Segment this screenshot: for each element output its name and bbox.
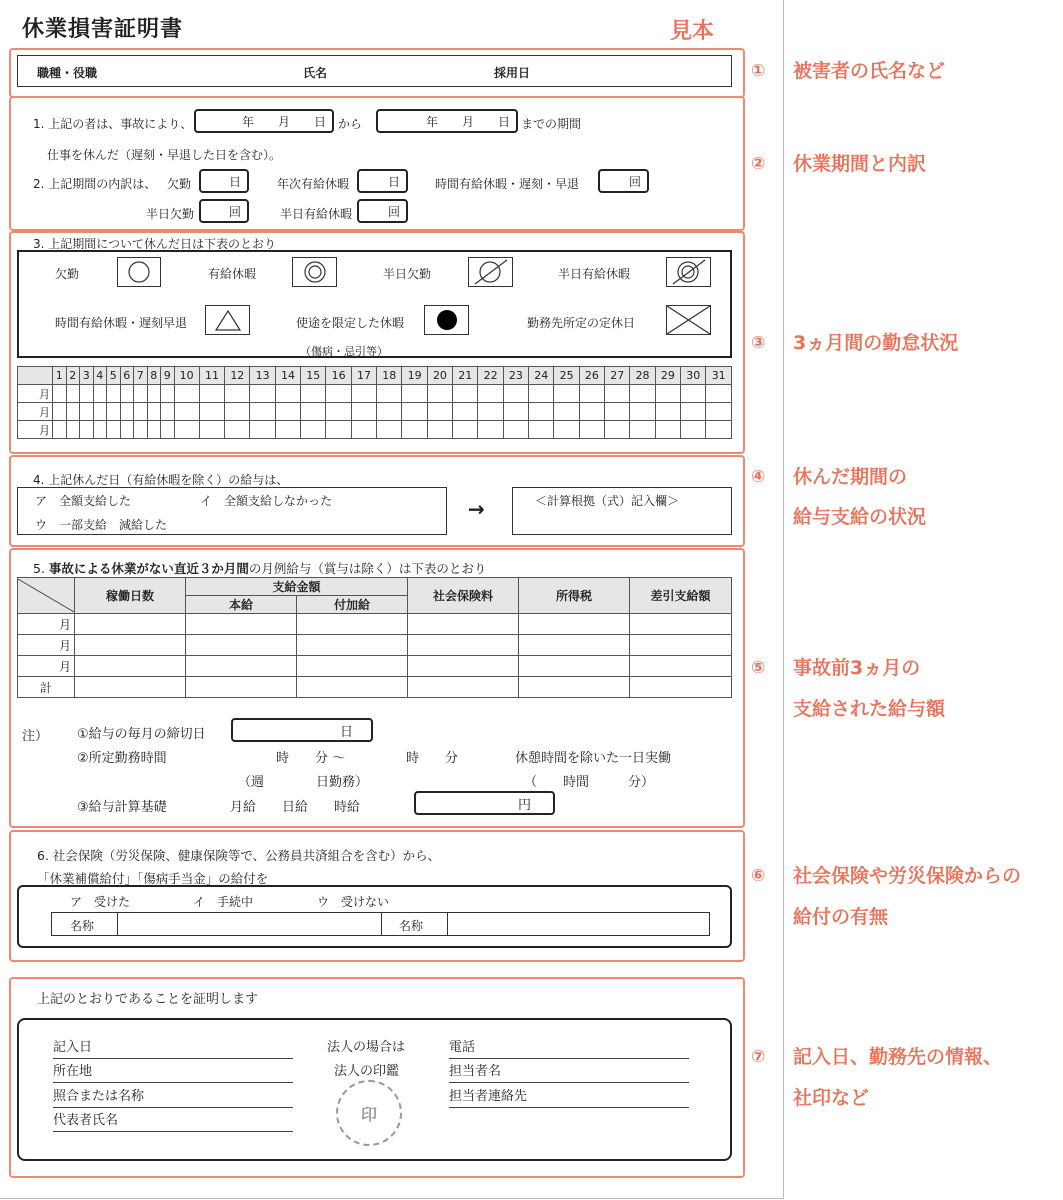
pay-cell[interactable] xyxy=(297,614,408,635)
day-cell[interactable] xyxy=(681,385,706,403)
col-work-days: 稼働日数 xyxy=(75,578,186,614)
day-cell[interactable] xyxy=(554,421,579,439)
day-cell[interactable] xyxy=(351,385,376,403)
day-cell[interactable] xyxy=(503,421,528,439)
pay-cell[interactable] xyxy=(408,656,519,677)
day-header-cell: 5 xyxy=(107,367,121,385)
sample-stamp: 見本 xyxy=(670,19,715,44)
legend-restricted-label: 使途を限定した休暇 xyxy=(296,316,405,330)
pay-cell[interactable] xyxy=(630,656,732,677)
pay-cell[interactable] xyxy=(519,677,630,698)
annotation-2-number: ② xyxy=(751,154,766,174)
slashed-double-circle-symbol-icon xyxy=(666,257,711,287)
job-label: 職種・役職 xyxy=(37,66,98,80)
pay-cell[interactable] xyxy=(630,614,732,635)
day-cell[interactable] xyxy=(199,403,224,421)
calendar-row xyxy=(18,403,732,421)
pay-cell[interactable] xyxy=(186,656,297,677)
paid-leave-days-field[interactable]: 日 xyxy=(357,169,408,193)
annotation-7-line-2: 社印など xyxy=(793,1087,870,1109)
day-cell[interactable] xyxy=(326,385,351,403)
pay-cell[interactable] xyxy=(186,635,297,656)
pay-total-label: 計 xyxy=(18,677,75,698)
pay-month-label: 月 xyxy=(18,635,75,656)
absent-label: 欠勤 xyxy=(167,177,192,191)
work-hours-end: 時 分 xyxy=(406,751,459,766)
day-cell[interactable] xyxy=(134,421,148,439)
annotation-7-line-1: 記入日、勤務先の情報、 xyxy=(793,1046,1003,1068)
day-header-cell: 30 xyxy=(681,367,706,385)
pay-cell[interactable] xyxy=(408,614,519,635)
day-cell[interactable] xyxy=(161,403,175,421)
annotation-6-line-2: 給付の有無 xyxy=(793,906,889,928)
pay-cell[interactable] xyxy=(75,614,186,635)
annotation-6-number: ⑥ xyxy=(751,866,766,886)
day-cell[interactable] xyxy=(66,403,80,421)
day-cell[interactable] xyxy=(478,385,503,403)
day-header-cell: 11 xyxy=(199,367,224,385)
pay-table xyxy=(17,577,732,698)
day-header-cell: 18 xyxy=(377,367,402,385)
day-header-cell: 21 xyxy=(453,367,478,385)
annotation-4-line-2: 給与支給の状況 xyxy=(793,506,927,528)
end-date-field[interactable]: 年 月 日 xyxy=(376,109,518,133)
day-cell[interactable] xyxy=(630,421,655,439)
cutoff-label: ①給与の毎月の締切日 xyxy=(77,727,206,742)
day-cell[interactable] xyxy=(453,385,478,403)
slashed-circle-symbol-icon xyxy=(468,257,513,287)
col-extra-pay: 付加給 xyxy=(297,596,408,614)
attendance-calendar xyxy=(17,366,732,439)
certification-text: 上記のとおりであることを証明します xyxy=(37,992,259,1007)
pay-month-label: 月 xyxy=(18,656,75,677)
half-paid-count-field[interactable]: 回 xyxy=(357,199,408,223)
day-cell[interactable] xyxy=(402,403,427,421)
day-header-cell: 1 xyxy=(53,367,67,385)
document-title: 休業損害証明書 xyxy=(22,17,184,42)
annotation-5-line-1: 事故前3ヵ月の xyxy=(793,657,921,679)
day-cell[interactable] xyxy=(503,385,528,403)
day-cell[interactable] xyxy=(427,385,452,403)
day-cell[interactable] xyxy=(655,421,680,439)
cross-box-symbol-icon xyxy=(666,305,711,335)
day-header-cell: 15 xyxy=(301,367,326,385)
pay-cell[interactable] xyxy=(519,635,630,656)
absent-days-field[interactable]: 日 xyxy=(199,169,249,193)
day-header-cell: 13 xyxy=(250,367,275,385)
day-cell[interactable] xyxy=(706,385,732,403)
annotation-3-line-1: 3ヵ月間の勤怠状況 xyxy=(793,332,959,354)
annotation-1-line-1: 被害者の氏名など xyxy=(793,60,946,82)
section-1-row xyxy=(17,55,732,87)
seal-circle xyxy=(336,1080,402,1146)
day-cell[interactable] xyxy=(655,403,680,421)
day-header-cell: 7 xyxy=(134,367,148,385)
attendance-heading: 3. 上記期間について休んだ日は下表のとおり xyxy=(33,237,277,251)
note-label: 注） xyxy=(22,729,49,744)
day-cell[interactable] xyxy=(529,403,554,421)
circle-symbol-icon xyxy=(117,257,161,287)
phone-label: 電話 xyxy=(449,1036,689,1059)
day-cell[interactable] xyxy=(107,403,121,421)
day-cell[interactable] xyxy=(275,421,300,439)
day-header-cell: 14 xyxy=(275,367,300,385)
divider xyxy=(447,912,448,936)
insurance-name-label-1: 名称 xyxy=(70,919,95,933)
pay-header-row xyxy=(18,578,732,596)
day-cell[interactable] xyxy=(554,385,579,403)
day-cell[interactable] xyxy=(225,403,250,421)
day-cell[interactable] xyxy=(134,403,148,421)
day-header-cell: 24 xyxy=(529,367,554,385)
col-pay-amount: 支給金額 xyxy=(186,578,408,596)
day-cell[interactable] xyxy=(174,403,199,421)
company-name-label: 照合または名称 xyxy=(53,1085,293,1108)
day-header-cell: 4 xyxy=(93,367,107,385)
day-header-cell: 17 xyxy=(351,367,376,385)
day-cell[interactable] xyxy=(301,403,326,421)
pay-cell[interactable] xyxy=(519,614,630,635)
day-cell[interactable] xyxy=(275,385,300,403)
annotation-2-line-1: 休業期間と内訳 xyxy=(793,153,927,175)
calendar-corner xyxy=(18,367,53,385)
half-paid-label: 半日有給休暇 xyxy=(280,207,353,221)
day-cell[interactable] xyxy=(250,403,275,421)
triangle-symbol-icon xyxy=(205,305,250,335)
day-cell[interactable] xyxy=(579,403,604,421)
day-cell[interactable] xyxy=(478,421,503,439)
representative-label: 代表者氏名 xyxy=(53,1109,293,1132)
day-header-cell: 25 xyxy=(554,367,579,385)
contact-person-label: 担当者名 xyxy=(449,1060,689,1083)
day-header-cell: 10 xyxy=(174,367,199,385)
insurance-line-2: 「休業補償給付」「傷病手当金」の給付を xyxy=(37,871,269,886)
absence-note: 仕事を休んだ（遅刻・早退した日を含む）。 xyxy=(47,148,282,162)
day-cell[interactable] xyxy=(174,385,199,403)
insurance-name-label-2: 名称 xyxy=(399,919,424,933)
pay-cell[interactable] xyxy=(75,677,186,698)
day-cell[interactable] xyxy=(427,403,452,421)
day-cell[interactable] xyxy=(706,403,732,421)
day-cell[interactable] xyxy=(275,403,300,421)
day-cell[interactable] xyxy=(301,421,326,439)
day-cell[interactable] xyxy=(225,385,250,403)
annotation-5-number: ⑤ xyxy=(751,658,766,678)
salary-heading: 4. 上記休んだ日（有給休暇を除く）の給与は、 xyxy=(33,473,289,487)
pay-heading-bold: 事故による休業がない直近３か月間 xyxy=(48,561,249,576)
entry-date-label: 記入日 xyxy=(53,1036,293,1059)
day-header-cell: 29 xyxy=(655,367,680,385)
pay-cell[interactable] xyxy=(75,656,186,677)
legend-half-paid-label: 半日有給休暇 xyxy=(558,267,631,281)
annotation-6-line-1: 社会保険や労災保険からの xyxy=(793,865,1022,887)
day-cell[interactable] xyxy=(453,403,478,421)
filled-circle-symbol-icon xyxy=(424,305,469,335)
day-cell[interactable] xyxy=(427,421,452,439)
actual-work-label: 休憩時間を除いた一日実働 xyxy=(515,751,672,766)
divider xyxy=(381,912,382,936)
legend-hourly-label: 時間有給休暇・遅刻早退 xyxy=(55,316,188,330)
day-cell[interactable] xyxy=(681,403,706,421)
work-hours-start: 時 分 〜 xyxy=(276,751,346,766)
hourly-leave-count-field[interactable]: 回 xyxy=(598,169,649,193)
seal-char: 印 xyxy=(360,1104,377,1124)
pay-month-label: 月 xyxy=(18,614,75,635)
option-partial-paid[interactable]: ウ 一部支給 減給した xyxy=(35,518,168,532)
pay-cell[interactable] xyxy=(519,656,630,677)
day-cell[interactable] xyxy=(107,385,121,403)
day-header-cell: 26 xyxy=(579,367,604,385)
day-header-cell: 20 xyxy=(427,367,452,385)
insurance-option-received[interactable]: ア 受けた xyxy=(70,895,131,909)
day-cell[interactable] xyxy=(93,403,107,421)
month-label: 月 xyxy=(18,385,53,403)
day-header-cell: 16 xyxy=(326,367,351,385)
half-absent-count-field[interactable]: 回 xyxy=(199,199,249,223)
day-cell[interactable] xyxy=(605,421,630,439)
day-cell[interactable] xyxy=(706,421,732,439)
pay-basis-amount-field[interactable]: 円 xyxy=(414,791,555,815)
insurance-option-none[interactable]: ウ 受けない xyxy=(317,895,390,909)
day-cell[interactable] xyxy=(377,385,402,403)
col-income-tax: 所得税 xyxy=(519,578,630,614)
pay-cell[interactable] xyxy=(630,635,732,656)
day-cell[interactable] xyxy=(377,421,402,439)
day-cell[interactable] xyxy=(605,385,630,403)
address-label: 所在地 xyxy=(53,1060,293,1083)
day-cell[interactable] xyxy=(174,421,199,439)
pay-cell[interactable] xyxy=(186,677,297,698)
day-cell[interactable] xyxy=(554,403,579,421)
day-header-cell: 27 xyxy=(605,367,630,385)
day-cell[interactable] xyxy=(80,403,94,421)
from-label: から xyxy=(338,117,363,131)
col-net-pay: 差引支給額 xyxy=(630,578,732,614)
calendar-row xyxy=(18,385,732,403)
day-cell[interactable] xyxy=(93,385,107,403)
pay-cell[interactable] xyxy=(408,677,519,698)
hire-date-label: 採用日 xyxy=(494,66,531,80)
actual-hours-value: （ 時間 分） xyxy=(524,775,655,790)
day-cell[interactable] xyxy=(529,385,554,403)
day-header-cell: 23 xyxy=(503,367,528,385)
annotation-4-number: ④ xyxy=(751,467,766,487)
day-cell[interactable] xyxy=(161,385,175,403)
day-cell[interactable] xyxy=(147,385,161,403)
day-cell[interactable] xyxy=(681,421,706,439)
day-cell[interactable] xyxy=(605,403,630,421)
pay-basis-options[interactable]: 月給 日給 時給 xyxy=(230,800,361,815)
pay-total-row xyxy=(18,677,732,698)
hourly-leave-label: 時間有給休暇・遅刻・早退 xyxy=(435,177,580,191)
day-cell[interactable] xyxy=(134,385,148,403)
period-intro: 1. 上記の者は、事故により、 xyxy=(33,117,193,131)
col-base-pay: 本給 xyxy=(186,596,297,614)
legend-holiday-label: 勤務先所定の定休日 xyxy=(527,316,636,330)
day-cell[interactable] xyxy=(630,385,655,403)
contact-info-label: 担当者連絡先 xyxy=(449,1085,689,1108)
cutoff-day-field[interactable]: 日 xyxy=(231,718,373,742)
day-cell[interactable] xyxy=(655,385,680,403)
day-header-cell: 2 xyxy=(66,367,80,385)
day-cell[interactable] xyxy=(529,421,554,439)
day-cell[interactable] xyxy=(478,403,503,421)
pay-row xyxy=(18,656,732,677)
pay-cell[interactable] xyxy=(186,614,297,635)
day-cell[interactable] xyxy=(579,421,604,439)
pay-cell[interactable] xyxy=(630,677,732,698)
day-cell[interactable] xyxy=(326,403,351,421)
day-cell[interactable] xyxy=(66,385,80,403)
annotation-5-line-2: 支給された給与額 xyxy=(793,698,946,720)
day-header-cell: 19 xyxy=(402,367,427,385)
day-cell[interactable] xyxy=(199,385,224,403)
col-social-insurance: 社会保険料 xyxy=(408,578,519,614)
insurance-line-1: 6. 社会保険（労災保険、健康保険等で、公務員共済組合を含む）から、 xyxy=(37,848,441,863)
month-label: 月 xyxy=(18,403,53,421)
day-header-cell: 28 xyxy=(630,367,655,385)
day-header-cell: 22 xyxy=(478,367,503,385)
day-cell[interactable] xyxy=(250,385,275,403)
seal-caption-1: 法人の場合は xyxy=(327,1040,406,1055)
pay-cell[interactable] xyxy=(297,656,408,677)
day-cell[interactable] xyxy=(120,403,134,421)
day-cell[interactable] xyxy=(503,403,528,421)
arrow-icon: → xyxy=(468,497,485,521)
pay-basis-label: ③給与計算基礎 xyxy=(77,800,167,815)
day-cell[interactable] xyxy=(250,421,275,439)
day-cell[interactable] xyxy=(53,403,67,421)
option-full-paid[interactable]: ア 全額支給した xyxy=(35,494,132,508)
day-cell[interactable] xyxy=(301,385,326,403)
day-cell[interactable] xyxy=(579,385,604,403)
legend-half-label: 半日欠勤 xyxy=(383,267,432,281)
calc-basis-label: ＜計算根拠（式）記入欄＞ xyxy=(535,494,680,508)
calendar-row xyxy=(18,421,732,439)
day-cell[interactable] xyxy=(107,421,121,439)
day-header-cell: 31 xyxy=(706,367,732,385)
day-cell[interactable] xyxy=(351,421,376,439)
day-cell[interactable] xyxy=(377,403,402,421)
day-cell[interactable] xyxy=(147,403,161,421)
day-cell[interactable] xyxy=(80,385,94,403)
until-label: までの期間 xyxy=(521,117,582,131)
pay-row xyxy=(18,614,732,635)
month-label: 月 xyxy=(18,421,53,439)
day-header-cell: 8 xyxy=(147,367,161,385)
double-circle-symbol-icon xyxy=(292,257,337,287)
work-days-per-week: （週 日勤務） xyxy=(238,775,369,790)
day-cell[interactable] xyxy=(53,385,67,403)
legend-restricted-note: （傷病・忌引等） xyxy=(300,345,388,358)
day-cell[interactable] xyxy=(199,421,224,439)
pay-cell[interactable] xyxy=(297,635,408,656)
option-not-paid[interactable]: イ 全額支給しなかった xyxy=(200,494,333,508)
day-cell[interactable] xyxy=(351,403,376,421)
name-label: 氏名 xyxy=(303,66,328,80)
seal-caption-2: 法人の印鑑 xyxy=(334,1064,400,1079)
annotation-7-number: ⑦ xyxy=(751,1047,766,1067)
day-cell[interactable] xyxy=(120,421,134,439)
annotation-4-line-1: 休んだ期間の xyxy=(793,466,908,488)
day-cell[interactable] xyxy=(93,421,107,439)
day-header-cell: 3 xyxy=(80,367,94,385)
annotation-1-number: ① xyxy=(751,61,766,81)
day-cell[interactable] xyxy=(453,421,478,439)
legend-absent-label: 欠勤 xyxy=(55,267,80,281)
work-hours-label: ②所定勤務時間 xyxy=(77,751,167,766)
day-cell[interactable] xyxy=(326,421,351,439)
day-header-cell: 9 xyxy=(161,367,175,385)
day-cell[interactable] xyxy=(225,421,250,439)
pay-cell[interactable] xyxy=(75,635,186,656)
start-date-field[interactable]: 年 月 日 xyxy=(194,109,334,133)
divider xyxy=(117,912,118,936)
pay-cell[interactable] xyxy=(297,677,408,698)
day-cell[interactable] xyxy=(66,421,80,439)
day-cell[interactable] xyxy=(80,421,94,439)
day-header-cell: 12 xyxy=(225,367,250,385)
day-header-cell: 6 xyxy=(120,367,134,385)
annotation-3-number: ③ xyxy=(751,333,766,353)
day-cell[interactable] xyxy=(402,421,427,439)
pay-heading-suffix: の月例給与（賞与は除く）は下表のとおり xyxy=(248,561,487,576)
day-cell[interactable] xyxy=(147,421,161,439)
breakdown-label: 2. 上記期間の内訳は、 xyxy=(33,177,157,191)
half-absent-label: 半日欠勤 xyxy=(146,207,195,221)
day-cell[interactable] xyxy=(53,421,67,439)
pay-heading xyxy=(33,559,486,577)
insurance-option-pending[interactable]: イ 手続中 xyxy=(193,895,254,909)
day-cell[interactable] xyxy=(161,421,175,439)
day-cell[interactable] xyxy=(120,385,134,403)
legend-paid-label: 有給休暇 xyxy=(208,267,257,281)
calendar-header-row xyxy=(18,367,732,385)
day-cell[interactable] xyxy=(630,403,655,421)
day-cell[interactable] xyxy=(402,385,427,403)
pay-heading-prefix: 5. xyxy=(33,561,49,576)
pay-cell[interactable] xyxy=(408,635,519,656)
pay-row xyxy=(18,635,732,656)
paid-leave-label: 年次有給休暇 xyxy=(277,177,350,191)
pay-corner xyxy=(18,578,75,614)
